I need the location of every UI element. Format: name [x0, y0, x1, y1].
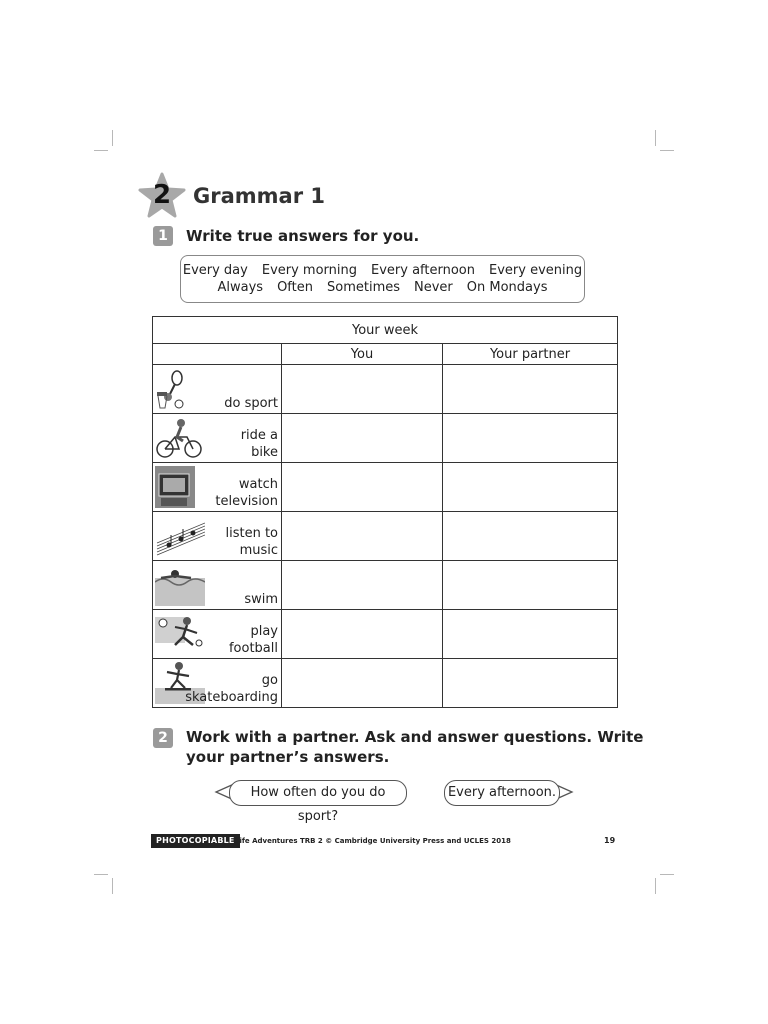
crop-mark	[112, 130, 113, 146]
exercise-number: 1	[153, 226, 173, 246]
table-header-empty	[153, 344, 282, 365]
activity-cell	[153, 610, 282, 659]
table-row	[153, 659, 618, 708]
crop-mark	[112, 878, 113, 894]
answer-cell-you[interactable]	[282, 610, 443, 659]
activity-label: go	[261, 673, 278, 688]
exercise-instruction: Write true answers for you.	[186, 227, 420, 245]
answer-cell-partner[interactable]	[443, 414, 618, 463]
activity-cell	[153, 512, 282, 561]
activity-cell	[153, 659, 282, 708]
word-box	[180, 255, 585, 303]
activity-label: listen to	[225, 526, 278, 541]
crop-mark	[655, 878, 656, 894]
page-number: 19	[604, 836, 616, 845]
word-item: Often	[277, 280, 313, 295]
crop-mark	[94, 150, 108, 151]
instruction-line: your partner’s answers.	[186, 748, 390, 766]
table-row	[153, 365, 618, 414]
activity-label: watch	[238, 477, 278, 492]
word-item: Every evening	[489, 263, 583, 278]
photocopiable-badge: PHOTOCOPIABLE	[151, 834, 240, 848]
football-icon	[155, 613, 205, 655]
music-icon	[155, 515, 205, 557]
activity-label-line2: football	[228, 641, 278, 656]
answer-cell-you[interactable]	[282, 365, 443, 414]
answer-cell-partner[interactable]	[443, 365, 618, 414]
word-item: Every morning	[261, 263, 358, 278]
answer-cell-partner[interactable]	[443, 561, 618, 610]
crop-mark	[655, 130, 656, 146]
table-row	[153, 512, 618, 561]
instruction-line: Work with a partner. Ask and answer questions. Write	[186, 728, 644, 746]
answer-cell-you[interactable]	[282, 463, 443, 512]
column-header-you: You	[282, 344, 443, 365]
speech-bubble-question: How often do you do sport?	[229, 780, 407, 806]
answer-cell-you[interactable]	[282, 414, 443, 463]
crop-mark	[660, 874, 674, 875]
answer-cell-partner[interactable]	[443, 463, 618, 512]
table-row	[153, 463, 618, 512]
activity-label: swim	[244, 592, 278, 607]
activity-cell	[153, 365, 282, 414]
table-row	[153, 414, 618, 463]
page-title: Grammar 1	[193, 184, 325, 208]
table-row	[153, 610, 618, 659]
answer-cell-you[interactable]	[282, 512, 443, 561]
activity-label: ride a	[240, 428, 278, 443]
answer-cell-you[interactable]	[282, 561, 443, 610]
activity-cell	[153, 414, 282, 463]
activity-cell	[153, 561, 282, 610]
activity-label-line2: skateboarding	[185, 690, 278, 705]
word-item: Every afternoon	[371, 263, 476, 278]
crop-mark	[94, 874, 108, 875]
copyright-text: Life Adventures TRB 2 © Cambridge University Press and UCLES 2018	[235, 837, 511, 845]
word-item: Every day	[182, 263, 248, 278]
activity-label-line2: television	[215, 494, 278, 509]
activity-label: do sport	[224, 396, 278, 411]
swim-icon	[155, 564, 205, 606]
activity-label-line2: bike	[251, 445, 278, 460]
your-week-table	[152, 316, 618, 708]
word-item: Never	[414, 280, 453, 295]
activity-label: play	[250, 624, 278, 639]
activity-cell	[153, 463, 282, 512]
exercise-number: 2	[153, 728, 173, 748]
word-item: Always	[217, 280, 264, 295]
crop-mark	[660, 150, 674, 151]
answer-cell-you[interactable]	[282, 659, 443, 708]
answer-cell-partner[interactable]	[443, 659, 618, 708]
table-row	[153, 561, 618, 610]
word-item: Sometimes	[327, 280, 401, 295]
table-title: Your week	[153, 317, 618, 344]
speech-bubble-answer: Every afternoon.	[444, 780, 560, 806]
unit-number: 2	[152, 180, 172, 210]
bike-icon	[155, 417, 205, 459]
answer-cell-partner[interactable]	[443, 512, 618, 561]
answer-cell-partner[interactable]	[443, 610, 618, 659]
exercise-instruction	[186, 727, 644, 767]
column-header-partner: Your partner	[443, 344, 618, 365]
sport-icon	[155, 368, 205, 410]
television-icon	[155, 466, 205, 508]
activity-label-line2: music	[239, 543, 278, 558]
word-item: On Mondays	[466, 280, 548, 295]
